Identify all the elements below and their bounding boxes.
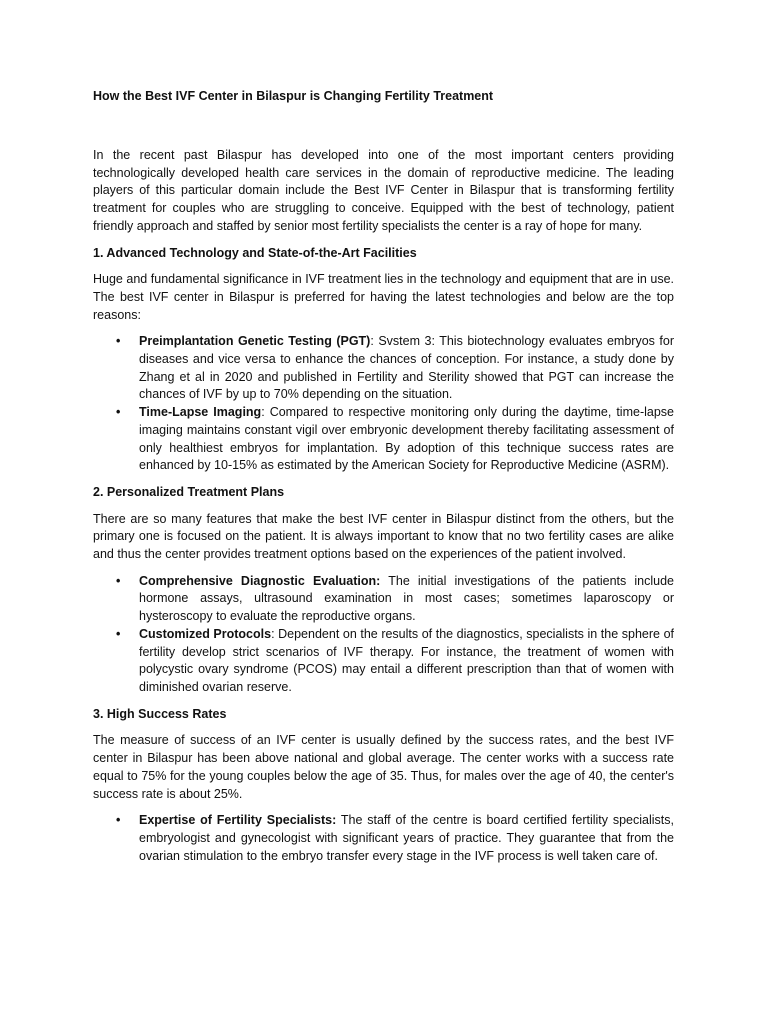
- list-item: [116, 626, 674, 697]
- bullet-text: The initial investigations of the patients include hormone assays, ultrasound examination in most cases; sometimes laparoscopy or hysteroscopy to evaluate the reproductive organs.: [139, 573, 674, 624]
- bullet-term: Customized Protocols: [139, 626, 272, 641]
- document-page: [93, 88, 674, 874]
- bullet-term: Preimplantation Genetic Testing (PGT): [139, 334, 371, 349]
- bullet-text: : Svstem 3: This biotechnology evaluates embryos for diseases and vice versa to enhance the chances of conception. For instance, a study done by Zhang et al in 2020 and published in Fertility and Sterility showed that PGT can increase the chances of IVF by up to 70% depending on the situation.: [139, 334, 674, 402]
- bullet-text: : Dependent on the results of the diagnostics, specialists in the sphere of fertility develop strict scenarios of IVF therapy. For instance, the treatment of women with polycystic ovary syndrome (PCOS) may entail a different prescription than that of women with diminished ovarian reserve.: [139, 626, 674, 694]
- bullet-list: [93, 573, 674, 697]
- bullet-list: [93, 812, 674, 865]
- bullet-icon: •: [116, 405, 121, 420]
- list-item: [116, 333, 674, 404]
- section-paragraph: The measure of success of an IVF center is usually defined by the success rates, and the best IVF center in Bilaspur has been above national and global average. The center works with a success rate equal to 75% for the young couples below the age of 35. Thus, for males over the age of 40, the center's success rate is about 25%.: [93, 733, 674, 801]
- list-item: [116, 404, 674, 475]
- bullet-text: The staff of the centre is board certified fertility specialists, embryologist and gynecologist with significant years of practice. They guarantee that from the ovarian stimulation to the embryo transfer every stage in the IVF process is well taken care of.: [139, 813, 674, 863]
- document-title: How the Best IVF Center in Bilaspur is Changing Fertility Treatment: [93, 89, 494, 103]
- section-paragraph: Huge and fundamental significance in IVF treatment lies in the technology and equipment that are in use. The best IVF center in Bilaspur is preferred for having the latest technologies and below are the top reasons:: [93, 272, 674, 322]
- bullet-list: [93, 333, 674, 475]
- bullet-text: : Compared to respective monitoring only during the daytime, time-lapse imaging maintains constant vigil over embryonic development thereby facilitating assessment of only healthiest embryos for implantation. By adoption of this technique success rates are enhanced by 10-15% as estimated by the American Society for Reproductive Medicine (ASRM).: [139, 405, 674, 473]
- intro-paragraph: In the recent past Bilaspur has developed into one of the most important centers providing technologically developed health care services in the domain of reproductive medicine. The leading players of this particular domain include the Best IVF Center in Bilaspur that is transforming fertility treatment for couples who are struggling to conceive. Equipped with the best of technology, patient friendly approach and staffed by senior most fertility specialists the center is a ray of hope for many.: [93, 148, 674, 233]
- section-heading: 1. Advanced Technology and State-of-the-Art Facilities: [93, 245, 417, 260]
- bullet-icon: •: [116, 813, 121, 828]
- bullet-icon: •: [116, 626, 121, 641]
- section-paragraph: There are so many features that make the best IVF center in Bilaspur distinct from the others, but the primary one is focused on the patient. It is always important to know that no two fertility cases are alike and thus the center provides treatment options based on the experiences of the patient involved.: [93, 511, 674, 562]
- bullet-icon: •: [116, 334, 121, 349]
- bullet-icon: •: [116, 573, 121, 588]
- list-item: [116, 573, 674, 626]
- list-item: [116, 812, 674, 865]
- section-heading: 2. Personalized Treatment Plans: [93, 484, 285, 499]
- bullet-term: Expertise of Fertility Specialists:: [139, 813, 337, 828]
- bullet-term: Time-Lapse Imaging: [139, 405, 262, 420]
- section-heading: 3. High Success Rates: [93, 706, 227, 721]
- bullet-term: Comprehensive Diagnostic Evaluation:: [139, 573, 381, 588]
